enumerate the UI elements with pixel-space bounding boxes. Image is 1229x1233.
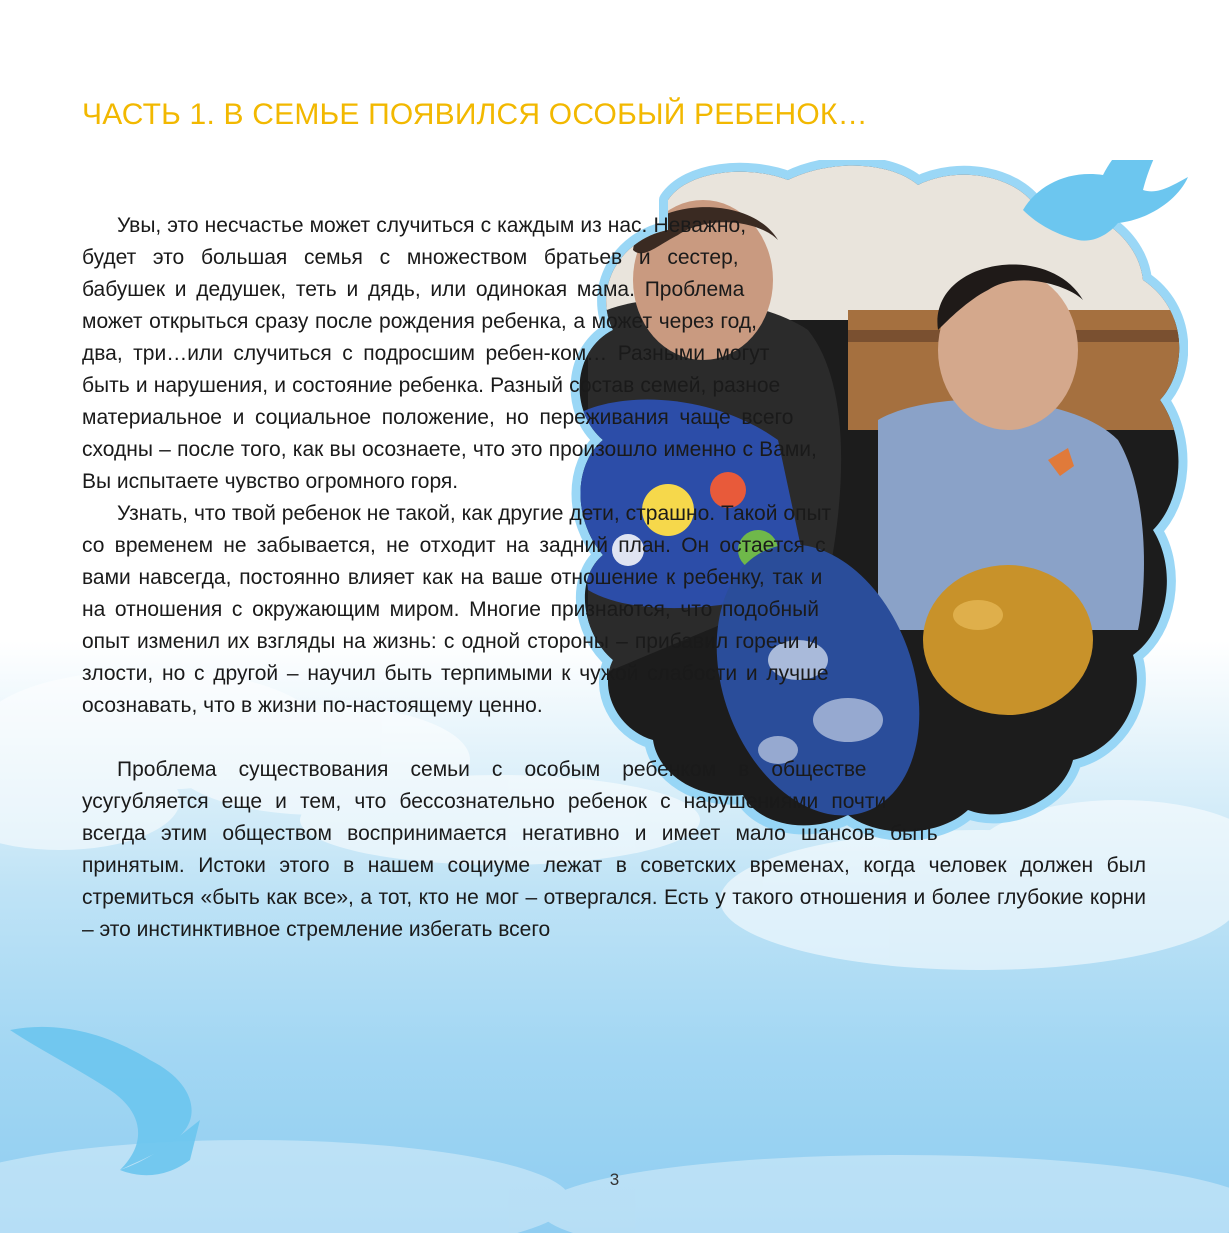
paragraph: Узнать, что твой ребенок не такой, как другие дети, страшно. Такой опыт со временем не забывается, не отходит на задний план. Он остается с вами навсегда, постоянно влияет как на ваше отношение к ребенку, так и на отношения с окружающим миром. Многие признаются, что подобный опыт изменил их взгляды на жизнь: с одной стороны – прибавил горечи и злости, но с другой – научил быть терпимыми к чужой слабости и лучше осознавать, что в жизни по-настоящему ценно. (82, 502, 832, 717)
paragraph: Увы, это несчастье может случиться с каждым из нас. Неважно, будет это большая семья с множеством братьев и сестер, бабушек и дедушек, теть и дядь, или одинокая мама. Проблема может открыться сразу после рождения ребенка, а может через год, два, три…или случиться с подросшим ребен-ком… Разными могут быть и нарушения, и состояние ребенка. Разный состав семей, разное материальное и социальное положение, но переживания чаще всего сходны – после того, как вы осознаете, что это произошло именно с Вами, Вы испытаете чувство огромного горя. (82, 214, 817, 493)
page-number: 3 (609, 1170, 620, 1189)
paragraph: Проблема существования семьи с особым ребенком в обществе усугубляется еще и тем, что бессознательно ребенок с нарушениями почти всегда этим обществом воспринимается негативно и имеет мало шансов быть принятым. Истоки этого в нашем социуме лежат в советских временах, когда человек должен был стремиться «быть как все», а тот, кто не мог – отвергался. Есть у такого отношения и более глубокие корни – это инстинктивное стремление избегать всего (82, 758, 1146, 941)
body-text (82, 210, 1146, 946)
page-title: ЧАСТЬ 1. В СЕМЬЕ ПОЯВИЛСЯ ОСОБЫЙ РЕБЕНОК… (82, 98, 868, 131)
